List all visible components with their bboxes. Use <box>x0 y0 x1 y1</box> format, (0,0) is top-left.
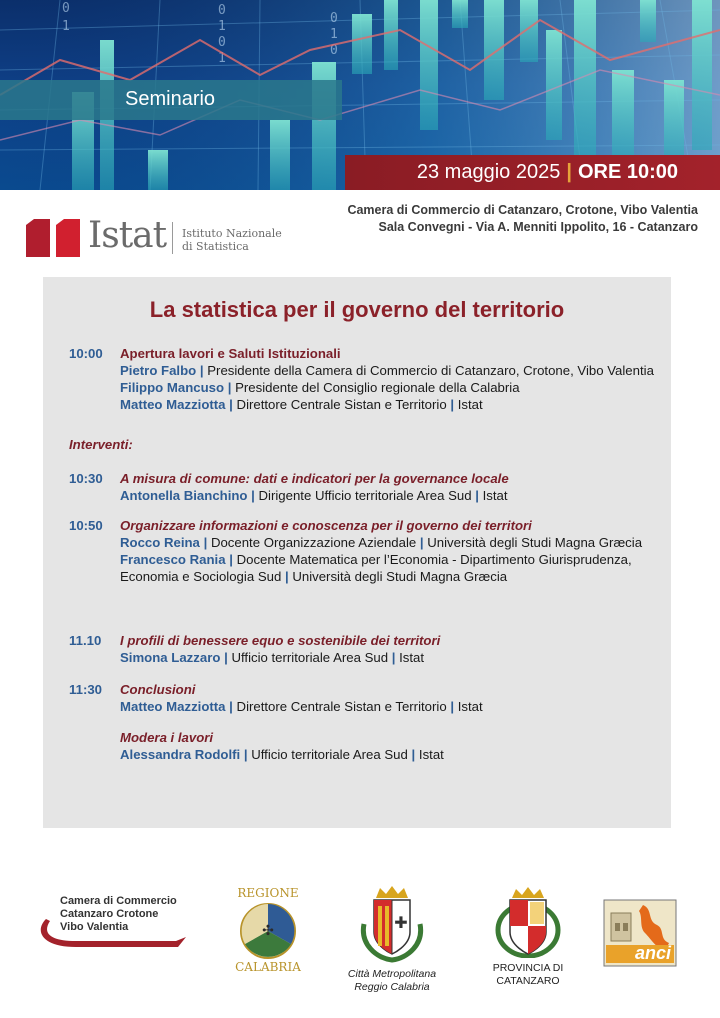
agenda-heading: I profili di benessere equo e sostenibile dei territori <box>120 633 441 648</box>
speaker-role: Direttore Centrale Sistan e Territorio <box>236 699 447 714</box>
istat-logo-mark-icon <box>24 217 82 257</box>
camera-line-3: Vibo Valentia <box>60 921 129 933</box>
event-time: ORE 10:00 <box>577 161 678 183</box>
speaker-entry: Filippo Mancuso | Presidente del Consiglio regionale della Calabria <box>120 380 520 395</box>
istat-subtitle-line1: Istituto Nazionale <box>182 227 282 240</box>
speaker-role: Docente Organizzazione Aziendale <box>210 535 417 550</box>
speaker-entry: Simona Lazzaro | Ufficio territoriale Area Sud | Istat <box>120 650 425 665</box>
agenda-time: 10:30 <box>69 471 103 486</box>
svg-text:0: 0 <box>218 35 226 50</box>
speaker-name: Pietro Falbo <box>120 363 197 378</box>
venue-line-2: Sala Convegni - Via A. Menniti Ippolito, 16 - Catanzaro <box>378 220 698 234</box>
agenda-time: 10:50 <box>69 518 103 533</box>
camera-commercio-logo <box>36 895 196 955</box>
anci-wordmark: anci <box>635 943 672 963</box>
regione-calabria-logo <box>228 886 308 976</box>
citta-line-2: Reggio Calabria <box>354 981 430 993</box>
venue-info <box>347 202 698 236</box>
citta-line-1: Città Metropolitana <box>347 968 437 980</box>
provincia-line-1: PROVINCIA DI <box>492 962 564 974</box>
speaker-name: Matteo Mazziotta <box>120 397 226 412</box>
camera-line-1: Camera di Commercio <box>60 895 177 907</box>
camera-swoosh-icon <box>36 911 196 955</box>
agenda-heading: Organizzare informazioni e conoscenza per il governo dei territori <box>120 518 532 533</box>
seminar-label-box <box>0 80 342 120</box>
speaker-name: Francesco Rania <box>120 552 226 567</box>
speaker-role: Dirigente Ufficio territoriale Area Sud <box>258 488 472 503</box>
istat-subtitle-line2: di Statistica <box>182 240 249 253</box>
svg-text:0: 0 <box>218 3 226 18</box>
speaker-entry: Rocco Reina | Docente Organizzazione Aziendale | Università degli Studi Magna Græcia <box>120 535 643 550</box>
speaker-org: Istat <box>418 747 444 762</box>
speaker-org: Università degli Studi Magna Græcia <box>427 535 643 550</box>
svg-text:1: 1 <box>218 51 226 66</box>
speaker-entry: Alessandra Rodolfi | Ufficio territoriale Area Sud | Istat <box>120 747 444 762</box>
speaker-org: Istat <box>457 397 483 412</box>
camera-line-2: Catanzaro Crotone <box>60 908 159 920</box>
speaker-entry: Pietro Falbo | Presidente della Camera di Commercio di Catanzaro, Crotone, Vibo Valentia <box>120 363 654 378</box>
seminar-label: Seminario <box>125 88 216 110</box>
agenda-heading: Apertura lavori e Saluti Istituzionali <box>120 346 341 361</box>
speaker-org: Università degli Studi Magna Græcia <box>292 569 508 584</box>
regione-bottom-text: CALABRIA <box>235 960 301 974</box>
speaker-role: Direttore Centrale Sistan e Territorio <box>236 397 447 412</box>
agenda-heading: Conclusioni <box>120 682 196 697</box>
speaker-name: Filippo Mancuso <box>120 380 225 395</box>
date-separator: | <box>566 161 572 183</box>
agenda-time: 11.10 <box>69 633 102 648</box>
citta-metropolitana-logo <box>338 884 446 996</box>
venue-line-1: Camera di Commercio di Catanzaro, Crotone, Vibo Valentia <box>347 203 698 217</box>
speaker-role: Ufficio territoriale Area Sud <box>231 650 389 665</box>
speaker-entry: Antonella Bianchino | Dirigente Ufficio territoriale Area Sud | Istat <box>120 488 508 503</box>
provincia-catanzaro-logo <box>478 886 578 996</box>
speaker-org: Istat <box>399 650 425 665</box>
header-banner <box>0 0 720 190</box>
regione-emblem-icon <box>239 902 297 960</box>
istat-logo <box>24 214 282 262</box>
speaker-name: Alessandra Rodolfi <box>120 747 241 762</box>
program-panel <box>43 277 671 828</box>
speaker-org: Istat <box>457 699 483 714</box>
anci-logo <box>603 899 677 967</box>
speaker-entry: Francesco Rania | Docente Matematica per l’Economia - Dipartimento Giurisprudenza, Economia e Sociologia Sud | Università degli Studi Magna Græcia <box>120 552 632 584</box>
svg-text:✣: ✣ <box>262 922 274 938</box>
logo-divider <box>172 222 173 254</box>
provincia-line-2: CATANZARO <box>496 975 560 987</box>
istat-wordmark: Istat <box>88 215 167 256</box>
speaker-name: Rocco Reina <box>120 535 200 550</box>
speaker-org: Istat <box>482 488 508 503</box>
citta-crest-icon <box>356 884 428 964</box>
speaker-role: Presidente del Consiglio regionale della Calabria <box>235 380 520 395</box>
speaker-entry: Matteo Mazziotta | Direttore Centrale Sistan e Territorio | Istat <box>120 397 483 412</box>
provincia-crest-icon <box>494 886 562 958</box>
speaker-name: Antonella Bianchino <box>120 488 248 503</box>
istat-subtitle <box>182 227 282 253</box>
speaker-role: Presidente della Camera di Commercio di Catanzaro, Crotone, Vibo Valentia <box>207 363 654 378</box>
svg-text:0: 0 <box>330 43 338 58</box>
svg-text:0: 0 <box>330 11 338 26</box>
svg-text:✚: ✚ <box>394 915 408 932</box>
svg-text:1: 1 <box>218 19 226 34</box>
speaker-entry: Matteo Mazziotta | Direttore Centrale Sistan e Territorio | Istat <box>120 699 483 714</box>
speaker-role: Docente Matematica per l’Economia - Dipartimento Giurisprudenza, Economia e Sociologia Sud <box>120 552 632 584</box>
regione-top-text: REGIONE <box>237 886 299 900</box>
svg-text:1: 1 <box>330 27 338 42</box>
program-title: La statistica per il governo del territorio <box>149 297 565 322</box>
speaker-name: Matteo Mazziotta <box>120 699 226 714</box>
agenda-heading: A misura di comune: dati e indicatori per la governance locale <box>120 471 509 486</box>
date-bar <box>345 155 720 190</box>
svg-text:0: 0 <box>62 1 70 16</box>
citta-text <box>338 968 446 994</box>
provincia-text <box>478 962 578 988</box>
agenda-time: 11:30 <box>69 682 103 697</box>
event-date: 23 maggio 2025 <box>416 161 561 183</box>
agenda-time: 10:00 <box>69 346 103 361</box>
speaker-name: Simona Lazzaro <box>120 650 221 665</box>
agenda-heading: Modera i lavori <box>120 730 214 745</box>
svg-text:1: 1 <box>62 19 70 34</box>
speaker-role: Ufficio territoriale Area Sud <box>251 747 408 762</box>
section-label-interventi: Interventi: <box>69 437 133 452</box>
